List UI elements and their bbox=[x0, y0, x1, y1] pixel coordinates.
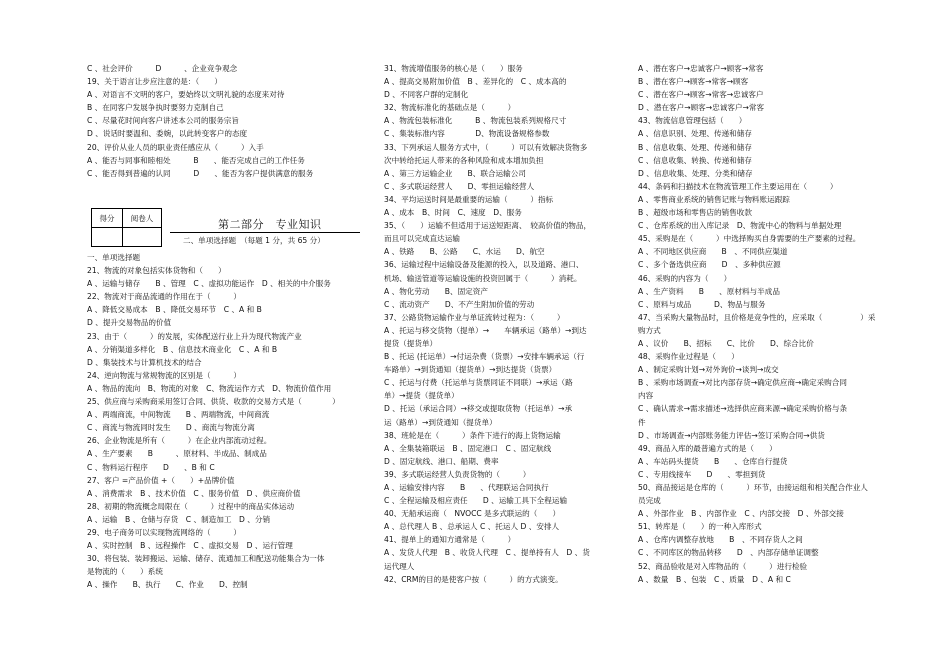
text-line: 49、商品入库的最普遍方式的是（ ） bbox=[638, 443, 777, 453]
text-line: A 、操作 B、执行 C、作业 D、控制 bbox=[87, 580, 248, 590]
text-line: C 、托运与付费（托运单与货票同证不同联）→承运（路 bbox=[384, 378, 573, 388]
reviewer-cell bbox=[123, 228, 162, 247]
text-line: A 、潜在客户→忠诚客户→顾客→常客 bbox=[638, 64, 764, 73]
text-line: 42、CRM的目的是使客户按（ ）的方式演变。 bbox=[384, 574, 563, 584]
text-line: 运（路单）→到货通知（提货单） bbox=[384, 417, 497, 427]
text-line: 22、物流对于商品流通的作用在于（ ） bbox=[87, 292, 241, 302]
text-line: A 、消费需求 B 、技术价值 C 、服务价值 D 、供应商价值 bbox=[87, 488, 301, 498]
score-label: 得分 bbox=[92, 209, 123, 228]
text-line: C 、集装标准内容 D、物流设备规格参数 bbox=[384, 129, 550, 139]
text-line: A 、数量 B 、包装 C 、质量 D 、A 和 C bbox=[638, 574, 791, 584]
text-line: 48、采购作业过程是（ ） bbox=[638, 352, 739, 362]
text-line: D 、集装技术与计算机技术的结合 bbox=[87, 357, 202, 367]
text-line: B 、潜在客户→顾客→常客→顾客 bbox=[638, 77, 749, 87]
text-line: A 、运输与储存 B 、管理 C 、虚拟功能运作 D 、相关的中介服务 bbox=[87, 279, 331, 289]
text-line: 40、无船承运商（ NVOCC 是多式联运的（ ） bbox=[384, 509, 561, 519]
text-line: A 、铁路 B、公路 C、水运 D、航空 bbox=[384, 247, 545, 257]
text-line: B 、超级市场和零售店的销售收款 bbox=[638, 208, 752, 218]
text-line: A 、降低交易成本 B 、降低交易环节 C 、A 和 B bbox=[87, 305, 262, 315]
text-line: A 、分销渠道多样化 B 、信息技术商业化 C 、A 和 B bbox=[87, 344, 278, 354]
text-line: D 、市场调查→内部账务能力评估→签订采购合同→供货 bbox=[638, 430, 825, 440]
text-line: 购方式 bbox=[638, 325, 661, 335]
text-line: 28、初期的物流概念局限在（ ）过程中的商品实体运动 bbox=[87, 501, 295, 511]
text-line: A 、对语言不文明的客户，要始终以文明礼貌的态度来对待 bbox=[87, 90, 285, 100]
score-box bbox=[91, 208, 162, 247]
text-line: 员完成 bbox=[638, 496, 661, 506]
text-line: 32、物流标准化的基础点是（ ） bbox=[384, 103, 516, 113]
text-line: A 、第三方运输企业 B、联合运输公司 bbox=[384, 168, 526, 178]
text-line: 43、物流信息管理包括（ ） bbox=[638, 116, 747, 126]
text-line: 20、评价从业人员的职业责任感应从（ ）入手 bbox=[87, 142, 264, 152]
text-line: D 、固定航线、港口、船期、费率 bbox=[384, 456, 499, 466]
text-line: 37、公路货物运输作业与单证流转过程为：（ ） bbox=[384, 312, 565, 322]
text-line: 38、班轮是在（ ）条件下进行的海上货物运输 bbox=[384, 430, 561, 440]
text-line: C 、多式联运经营人 D、零担运输经营人 bbox=[384, 181, 535, 191]
text-line: 提货（提货单） bbox=[384, 338, 438, 348]
text-line: 运代理人 bbox=[384, 561, 415, 571]
text-line: 件 bbox=[638, 417, 646, 427]
section-subtitle: 二、单项选择题 （每题 1 分，共 65 分） bbox=[183, 236, 325, 245]
text-line: C 、社会评价 D 、企业竞争观念 bbox=[87, 64, 238, 73]
text-line: 30、将包装、装卸搬运、运输、储存、流通加工和配送功能集合为一体 bbox=[87, 554, 325, 564]
text-line: D 、提升交易物品的价值 bbox=[87, 318, 172, 328]
text-line: 46、采购的内容为（ ） bbox=[638, 273, 732, 283]
text-line: 50、商品接运是仓库的（ ）环节，由接运组和相关配合作业人 bbox=[638, 483, 868, 492]
text-line: 44、条码和扫描技术在物流管理工作主要运用在（ ） bbox=[638, 181, 838, 191]
text-line: C 、流动资产 D、不产生附加价值的劳动 bbox=[384, 299, 535, 309]
text-line: A 、车站码头提货 B 、仓库自行提货 bbox=[638, 456, 788, 466]
question-block-31-42 bbox=[384, 62, 632, 586]
text-line: A 、议价 B、招标 C、比价 D、综合比价 bbox=[638, 338, 814, 348]
text-line: 47、当采购大量物品时，且价格是竞争性的，应采取（ ）采 bbox=[638, 312, 876, 322]
text-line: A 、能否与同事和睦相处 B 、能否完成自己的工作任务 bbox=[87, 155, 305, 165]
text-line: B 、采购市场调查→对比内部存货→确定供应商→确定采购合同 bbox=[638, 378, 847, 388]
text-line: A 、实时控制 B 、远程操作 C 、虚拟交易 D 、运行管理 bbox=[87, 541, 293, 551]
text-line: 内容 bbox=[638, 391, 654, 401]
text-line: A 、总代理人 B 、总承运人 C 、托运人 D 、安排人 bbox=[384, 522, 560, 532]
text-line: D 、托运（承运合同）→移交或提取货物（托运单）→承 bbox=[384, 404, 573, 414]
text-line: A 、全集装箱联运 B 、固定港口 C 、固定航线 bbox=[384, 443, 552, 453]
text-line: 29、电子商务可以实现物流网络的（ ） bbox=[87, 527, 241, 537]
text-line: 26、企业物流是所有（ ）在企业内部流动过程。 bbox=[87, 436, 272, 446]
text-line: 45、采购是在（ ）中选择购买自身需要的生产要素的过程。 bbox=[638, 234, 861, 244]
text-line: D 、不同客户群的定制化 bbox=[384, 90, 469, 100]
text-line: A 、运输 B 、仓储与存货 C 、制造加工 D 、分销 bbox=[87, 514, 271, 524]
text-line: B 、在同客户发展争执时要努力克制自己 bbox=[87, 103, 224, 113]
text-line: A 、仓库内调整存放地 B 、不同存货人之间 bbox=[638, 535, 803, 545]
text-line: D 、信息收集、处理、分类和储存 bbox=[638, 168, 753, 178]
text-line: A 、两端商流，中间物流 B 、两端物流，中间商流 bbox=[87, 410, 270, 420]
text-line: B 、托运 (托运单）→付运杂费（货票）→安排车辆承运（行 bbox=[384, 352, 585, 362]
text-line: C 、确认需求→需求描述→选择供应商来源→确定采购价格与条 bbox=[638, 404, 848, 414]
section-divider bbox=[170, 232, 360, 233]
text-line: C 、信息收集、转换、传递和储存 bbox=[638, 155, 753, 165]
question-block-21-30 bbox=[87, 251, 355, 591]
text-line: C 、多个备选供应商 D 、多种供应源 bbox=[638, 260, 781, 270]
text-line: 39、多式联运经营人负责货物的（ ） bbox=[384, 469, 531, 479]
text-line: A 、物流包装标准化 B 、物流包装系列规格尺寸 bbox=[384, 116, 567, 126]
text-line: A 、不同地区供应商 B 、不同供应渠道 bbox=[638, 247, 788, 257]
text-line: C 、物料运行程序 D 、B 和 C bbox=[87, 462, 215, 472]
section-title: 第二部分 专业知识 bbox=[218, 218, 322, 231]
column-left-lower bbox=[87, 251, 355, 591]
text-line: A 、成本 B、时间 C、速度 D、服务 bbox=[384, 208, 522, 218]
text-line: 21、物流的对象包括实体货物和（ ） bbox=[87, 266, 226, 276]
text-line: 33、下列承运人服务方式中，（ ）可以有效解决货物多 bbox=[384, 142, 588, 152]
text-line: 车路单）→到货通知（提货单）→到达提货（货票） bbox=[384, 365, 557, 375]
text-line: A 、制定采购计划→对外询价→谈判→成交 bbox=[638, 365, 779, 375]
text-line: A 、生产要素 B 、原材料、半成品、制成品 bbox=[87, 449, 267, 459]
text-line: D 、潜在客户→顾客→忠诚客户→常客 bbox=[638, 103, 765, 113]
text-line: 41、提单上的通知方通常是（ ） bbox=[384, 535, 516, 545]
text-line: 23、由于（ ）的发展，实体配送行业上升为现代物流产业 bbox=[87, 331, 302, 341]
text-line: 34、平均运送时间是最重要的运输（ ）指标 bbox=[384, 194, 554, 204]
text-line: C 、商流与物流同时发生 D 、商流与物流分离 bbox=[87, 423, 255, 433]
text-line: C 、专用线接车 D 、零担到货 bbox=[638, 469, 766, 479]
text-line: 次中转给托运人带来的各种风险和成本增加负担 bbox=[384, 155, 544, 165]
text-line: 单）→提货（提货单） bbox=[384, 391, 459, 401]
text-line: 36、运输过程中运输设备及能源的投入，以及道路、港口、 bbox=[384, 260, 584, 270]
text-line: 25、供应商与采购商采用签订合同、供货、收款的交易方式是（ ） bbox=[87, 397, 340, 407]
text-line: 19、关于语言让步应注意的是：（ ） bbox=[87, 77, 222, 87]
text-line: C 、潜在客户→顾客→常客→忠诚客户 bbox=[638, 90, 764, 100]
text-line: C 、尽量花时间向客户讲述本公司的服务宗旨 bbox=[87, 116, 239, 126]
text-line: 27、客户 =产品价值 +（ ）+品牌价值 bbox=[87, 475, 235, 485]
text-line: C 、仓库系统的出入库记录 D、物流中心的物料与单据处理 bbox=[638, 221, 842, 231]
text-line: A 、生产资料 B 、原材料与半成品 bbox=[638, 286, 780, 296]
text-line: 51、转库是（ ）的一种入库形式 bbox=[638, 522, 762, 532]
text-line: A 、托运与移交货物（提单）→ 车辆承运（路单）→到达 bbox=[384, 325, 587, 335]
text-line: 机场、输送管道等运输设施的投资回属于（ ）消耗。 bbox=[384, 273, 582, 283]
text-line: C 、能否得到普遍的认同 D 、能否为客户提供满意的服务 bbox=[87, 168, 314, 178]
reviewer-label: 阅卷人 bbox=[123, 209, 162, 228]
column-left bbox=[87, 62, 355, 180]
text-line: 31、物流增值服务的核心是（ ）服务 bbox=[384, 64, 523, 73]
text-line: A 、零售商业系统的销售记账与物料账运跟踪 bbox=[638, 194, 790, 204]
text-line: 而且可以完成直达运输 bbox=[384, 234, 460, 244]
text-line: A 、运输安排内容 B 、代理联运合同执行 bbox=[384, 483, 549, 492]
text-line: 一、单项选择题 bbox=[87, 253, 141, 262]
text-line: A 、提高交易附加价值 B 、差异化的 C 、成本高的 bbox=[384, 77, 567, 87]
text-line: 是物流的（ ）系统 bbox=[87, 567, 163, 577]
text-line: 24、逆向物流与常规物流的区别是（ ） bbox=[87, 370, 241, 380]
text-line: C 、原料与成品 D、物品与服务 bbox=[638, 299, 766, 309]
text-line: D 、说话时要温和、委婉，以此转变客户的态度 bbox=[87, 129, 248, 139]
question-block-19-20 bbox=[87, 62, 355, 180]
text-line: A 、物化劳动 B、固定资产 bbox=[384, 286, 488, 296]
text-line: B 、信息收集、处理、传递和储存 bbox=[638, 142, 752, 152]
column-right bbox=[638, 62, 900, 586]
column-middle bbox=[384, 62, 632, 586]
text-line: C 、不同库区的物品转移 D 、内部存储单证调整 bbox=[638, 548, 819, 558]
text-line: 52、商品验收是对入库物品的（ ）进行检验 bbox=[638, 561, 808, 571]
text-line: A 、外部作业 B 、内部作业 C 、内部交接 D 、外部交接 bbox=[638, 509, 844, 519]
text-line: A 、发货人代理 B 、收货人代理 C 、提单持有人 D 、货 bbox=[384, 548, 590, 558]
text-line: A 、信息识别、处理、传递和储存 bbox=[638, 129, 752, 139]
score-cell bbox=[92, 228, 123, 247]
question-block-42-52 bbox=[638, 62, 900, 586]
text-line: A 、物品的流向 B、物流的对象 C、物流运作方式 D、物流价值作用 bbox=[87, 383, 332, 393]
text-line: C 、全程运输及相应责任 D 、运输工具下全程运输 bbox=[384, 496, 568, 506]
text-line: 35、（ ）运输不但适用于运送短距离、 较高价值的物品， bbox=[384, 221, 592, 231]
